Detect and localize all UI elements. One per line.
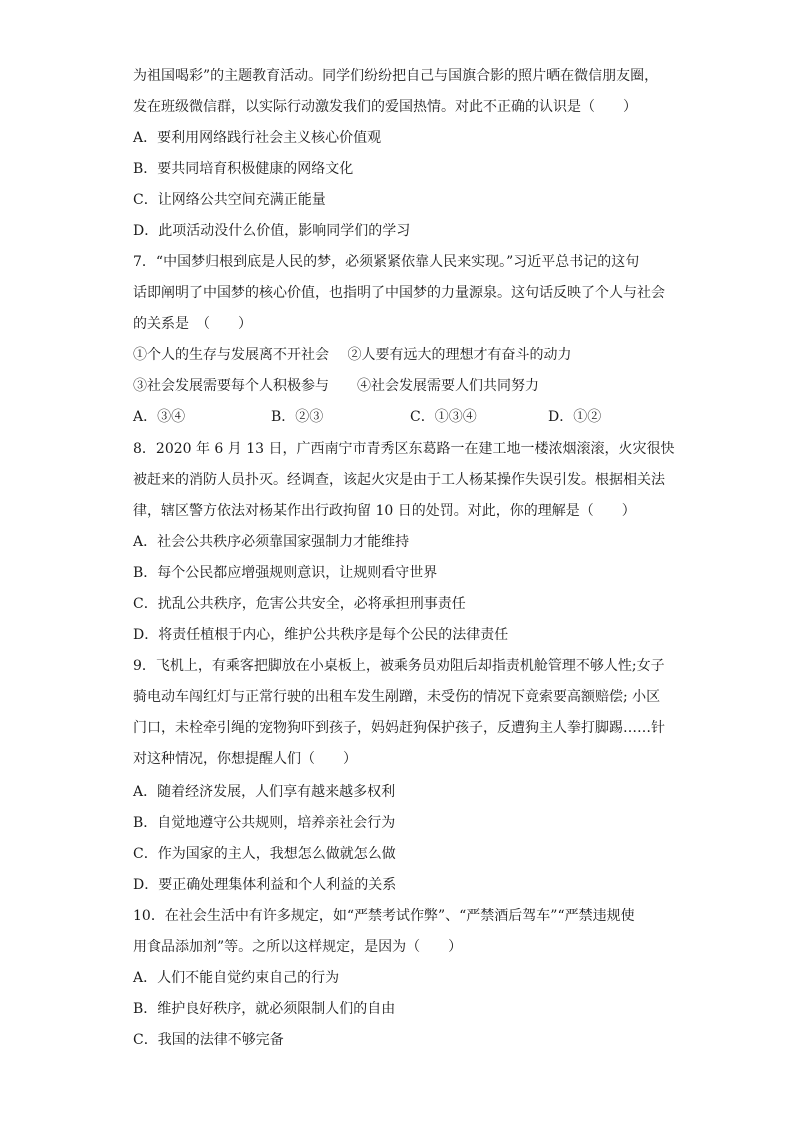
q9-option-b: B．自觉地遵守公共规则，培养亲社会行为 [133, 815, 396, 831]
q9-stem-line-2: 骑电动车闯红灯与正常行驶的出租车发生剐蹭，未受伤的情况下竟索要高额赔偿; 小区 [133, 689, 661, 705]
q7-stem-line-2: 话即阐明了中国梦的核心价值，也指明了中国梦的力量源泉。这句话反映了个人与社会 [133, 285, 665, 301]
q7-choice-c: C．①③④ [410, 409, 477, 425]
q7-choice-d: D．①② [548, 409, 602, 425]
q10-stem-line-1: 10．在社会生活中有许多规定，如“严禁考试作弊”、“严禁酒后驾车”“严禁违规使 [133, 908, 635, 924]
q9-option-c: C．作为国家的主人，我想怎么做就怎么做 [133, 846, 396, 862]
q6-stem-line-1: 为祖国喝彩”的主题教育活动。同学们纷纷把自己与国旗合影的照片晒在微信朋友圈， [133, 68, 659, 84]
q7-stem-line-3: 的关系是 （ ） [133, 316, 252, 332]
q7-statements-3-4: ③社会发展需要每个人积极参与 ④社会发展需要人们共同努力 [133, 378, 539, 394]
q9-option-d: D．要正确处理集体利益和个人利益的关系 [133, 877, 397, 893]
q7-choices-row [133, 407, 613, 427]
q6-option-b: B．要共同培育积极健康的网络文化 [133, 161, 354, 177]
q8-stem-line-1: 8．2020 年 6 月 13 日，广西南宁市青秀区东葛路一在建工地一楼浓烟滚滚，火灾很快 [133, 441, 675, 457]
q8-option-c: C．扰乱公共秩序，危害公共安全，必将承担刑事责任 [133, 596, 466, 612]
q10-option-c: C．我国的法律不够完备 [133, 1032, 284, 1048]
q7-stem-line-1: 7．“中国梦归根到底是人民的梦，必须紧紧依靠人民来实现。”习近平总书记的这句 [133, 254, 640, 270]
q8-option-a: A．社会公共秩序必须靠国家强制力才能维持 [133, 534, 410, 550]
q6-stem-line-2: 发在班级微信群，以实际行动激发我们的爱国热情。对此不正确的认识是（ ） [133, 99, 637, 115]
q9-option-a: A．随着经济发展，人们享有越来越多权利 [133, 784, 396, 800]
q8-option-b: B．每个公民都应增强规则意识，让规则看守世界 [133, 565, 438, 581]
q9-stem-line-3: 门口，未栓牵引绳的宠物狗吓到孩子，妈妈赶狗保护孩子，反遭狗主人拳打脚踢……针 [133, 720, 665, 736]
q6-option-a: A．要利用网络践行社会主义核心价值观 [133, 130, 382, 146]
q6-option-d: D．此项活动没什么价值，影响同学们的学习 [133, 223, 411, 239]
q7-choice-b: B．②③ [271, 409, 324, 425]
q6-option-c: C．让网络公共空间充满正能量 [133, 192, 326, 208]
q10-option-b: B．维护良好秩序，就必须限制人们的自由 [133, 1001, 396, 1017]
q8-stem-line-2: 被赶来的消防人员扑灭。经调查，该起火灾是由于工人杨某操作失误引发。根据相关法 [133, 472, 665, 488]
q9-stem-line-4: 对这种情况，你想提醒人们（ ） [133, 751, 357, 767]
q8-option-d: D．将责任植根于内心，维护公共秩序是每个公民的法律责任 [133, 627, 509, 643]
q8-stem-line-3: 律，辖区警方依法对杨某作出行政拘留 10 日的处罚。对此，你的理解是（ ） [133, 503, 636, 519]
q10-option-a: A．人们不能自觉约束自己的行为 [133, 970, 340, 986]
q7-statements-1-2: ①个人的生存与发展离不开社会 ②人要有远大的理想才有奋斗的动力 [133, 347, 572, 363]
q10-stem-line-2: 用食品添加剂”等。之所以这样规定，是因为（ ） [133, 939, 463, 955]
q7-choice-a: A．③④ [133, 409, 186, 425]
q9-stem-line-1: 9．飞机上，有乘客把脚放在小桌板上，被乘务员劝阻后却指责机舱管理不够人性;女子 [133, 658, 665, 674]
